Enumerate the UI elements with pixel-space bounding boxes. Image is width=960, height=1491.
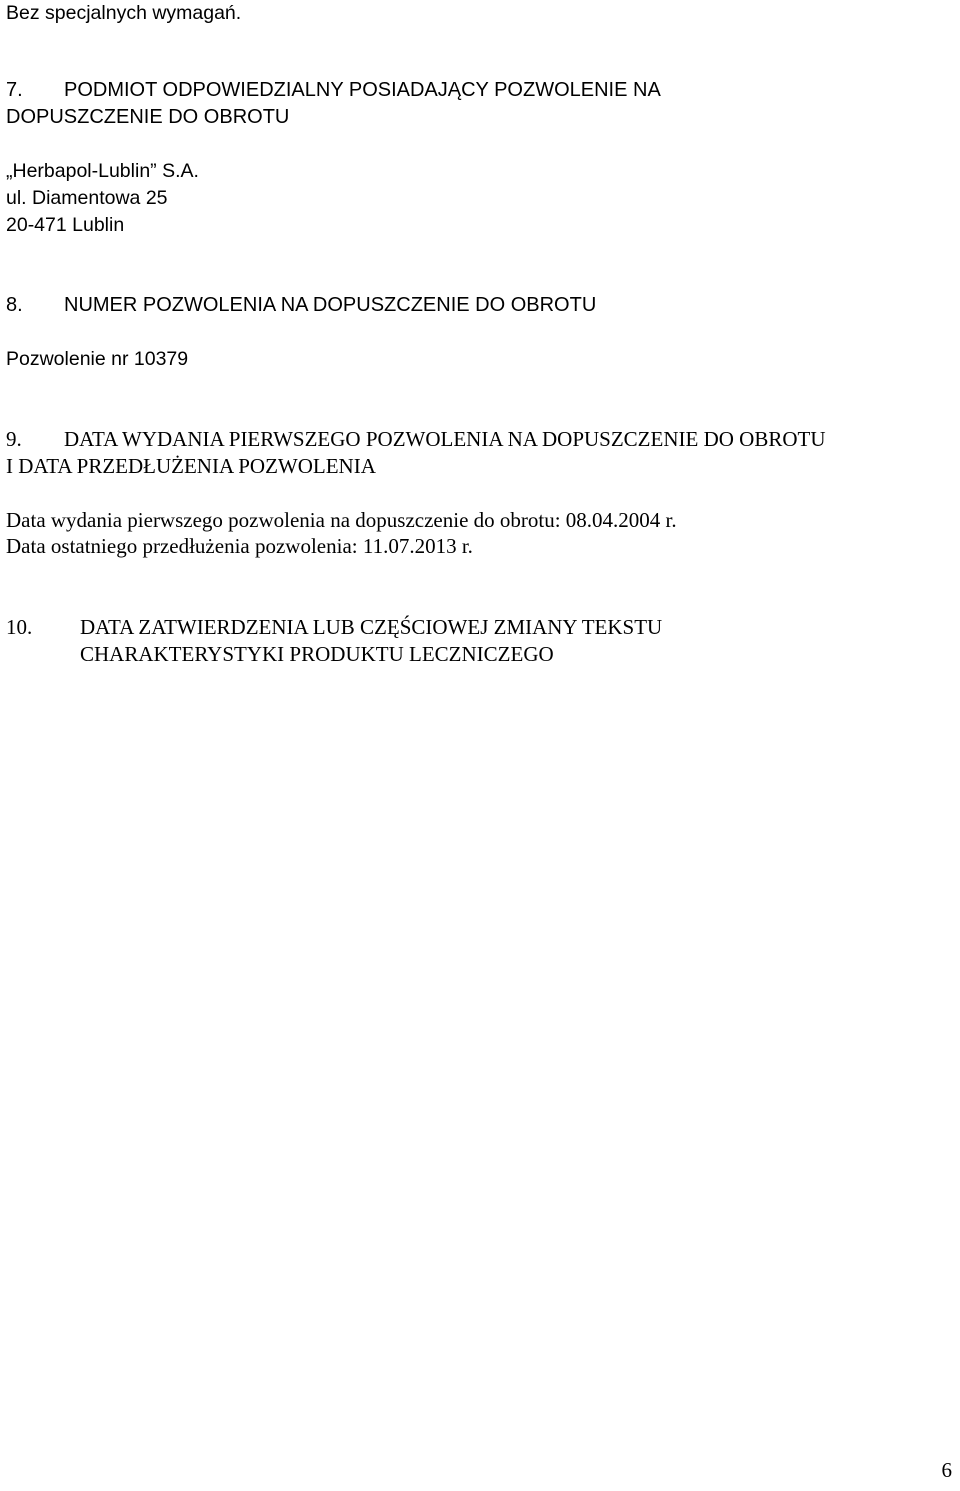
section-7-title-line-1: PODMIOT ODPOWIEDZIALNY POSIADAJĄCY POZWOLENIE NA bbox=[64, 79, 661, 101]
page-number: 6 bbox=[941, 1458, 952, 1482]
section-10-title-line-1: DATA ZATWIERDZENIA LUB CZĘŚCIOWEJ ZMIANY TEKSTU bbox=[80, 615, 663, 639]
section-9-last-renewal-date: Data ostatniego przedłużenia pozwolenia: 11.07.2013 r. bbox=[6, 534, 473, 558]
section-7-title-line-2: DOPUSZCZENIE DO OBROTU bbox=[6, 106, 290, 128]
section-10-title-line-2: CHARAKTERYSTYKI PRODUKTU LECZNICZEGO bbox=[80, 642, 554, 666]
address-company: „Herbapol-Lublin” S.A. bbox=[6, 160, 199, 182]
address-city: 20-471 Lublin bbox=[6, 214, 125, 236]
address-street: ul. Diamentowa 25 bbox=[6, 187, 168, 209]
section-7-number: 7. bbox=[6, 79, 23, 101]
section-9-first-authorization-date: Data wydania pierwszego pozwolenia na dopuszczenie do obrotu: 08.04.2004 r. bbox=[6, 508, 677, 532]
section-9-title-line-2: I DATA PRZEDŁUŻENIA POZWOLENIA bbox=[6, 454, 376, 478]
section-8-number: 8. bbox=[6, 294, 23, 316]
section-9-title-line-1: DATA WYDANIA PIERWSZEGO POZWOLENIA NA DOPUSZCZENIE DO OBROTU bbox=[64, 427, 826, 451]
section-9-number: 9. bbox=[6, 427, 22, 451]
section-8-title: NUMER POZWOLENIA NA DOPUSZCZENIE DO OBROTU bbox=[64, 294, 597, 316]
section-10-number: 10. bbox=[6, 615, 33, 639]
intro-text: Bez specjalnych wymagań. bbox=[6, 2, 242, 24]
section-8-body: Pozwolenie nr 10379 bbox=[6, 348, 189, 370]
